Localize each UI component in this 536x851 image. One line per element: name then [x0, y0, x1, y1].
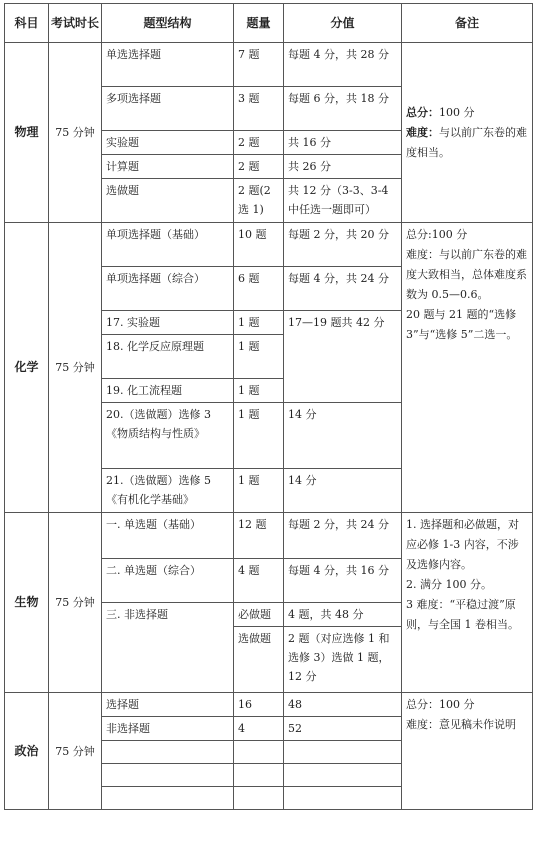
empty-cell [102, 764, 234, 787]
physics-type-2: 多项选择题 [102, 87, 234, 131]
header-count: 题量 [234, 4, 284, 43]
empty-cell [102, 787, 234, 810]
biology-count-2: 4 题 [234, 559, 284, 603]
biology-elective-label: 选做题 [234, 627, 284, 693]
biology-note-2: 2. 满分 100 分。 [406, 578, 492, 591]
politics-notes [402, 693, 533, 810]
biology-type-3: 三. 非选择题 [102, 603, 234, 693]
physics-score-2: 每题 6 分，共 18 分 [284, 87, 402, 131]
biology-required-label: 必做题 [234, 603, 284, 627]
politics-type-2: 非选择题 [102, 717, 234, 741]
empty-cell [234, 741, 284, 764]
chemistry-type-7: 21.（选做题）选修 5《有机化学基础》 [102, 469, 234, 513]
physics-score-5: 共 12 分（3-3、3-4 中任选一题即可） [284, 179, 402, 223]
biology-count-1: 12 题 [234, 513, 284, 559]
chemistry-score-2: 每题 4 分，共 24 分 [284, 267, 402, 311]
biology-row-1 [5, 513, 533, 559]
chemistry-type-3: 17. 实验题 [102, 311, 234, 335]
chemistry-count-7: 1 题 [234, 469, 284, 513]
physics-count-5: 2 题(2 选 1) [234, 179, 284, 223]
header-structure: 题型结构 [102, 4, 234, 43]
header-duration: 考试时长 [49, 4, 102, 43]
physics-score-3: 共 16 分 [284, 131, 402, 155]
chemistry-count-1: 10 题 [234, 223, 284, 267]
politics-note-2: 难度：意见稿未作说明 [406, 718, 516, 731]
politics-duration: 75 分钟 [49, 693, 102, 810]
chemistry-note-3: 20 题与 21 题的“选修 3”与“选修 5”二选一。 [406, 308, 518, 341]
biology-score-1: 每题 2 分，共 24 分 [284, 513, 402, 559]
chemistry-note-2: 难度：与以前广东卷的难度大致相当，总体难度系数为 0.5—0.6。 [406, 248, 527, 301]
chemistry-row-1 [5, 223, 533, 267]
politics-subject: 政治 [5, 693, 49, 810]
empty-cell [284, 764, 402, 787]
biology-score-2: 每题 4 分，共 16 分 [284, 559, 402, 603]
chemistry-count-4: 1 题 [234, 335, 284, 379]
physics-type-1: 单选选择题 [102, 43, 234, 87]
chemistry-type-5: 19. 化工流程题 [102, 379, 234, 403]
chemistry-notes [402, 223, 533, 513]
biology-type-2: 二. 单选题（综合） [102, 559, 234, 603]
physics-notes [402, 43, 533, 223]
header-subject: 科目 [5, 4, 49, 43]
chemistry-score-17-19: 17—19 题共 42 分 [284, 311, 402, 403]
chemistry-count-6: 1 题 [234, 403, 284, 469]
physics-type-4: 计算题 [102, 155, 234, 179]
chemistry-duration: 75 分钟 [49, 223, 102, 513]
physics-score-4: 共 26 分 [284, 155, 402, 179]
biology-type-1: 一. 单选题（基础） [102, 513, 234, 559]
biology-note-3: 3 难度：“平稳过渡”原则，与全国 1 卷相当。 [406, 598, 519, 631]
header-notes: 备注 [402, 4, 533, 43]
politics-type-1: 选择题 [102, 693, 234, 717]
biology-note-1: 1. 选择题和必做题，对应必修 1-3 内容，不涉及选修内容。 [406, 518, 519, 571]
chemistry-type-4: 18. 化学反应原理题 [102, 335, 234, 379]
chemistry-count-5: 1 题 [234, 379, 284, 403]
politics-note-1: 总分：100 分 [406, 698, 475, 711]
exam-structure-document [4, 3, 532, 847]
physics-count-3: 2 题 [234, 131, 284, 155]
header-row [5, 4, 533, 43]
politics-score-2: 52 [284, 717, 402, 741]
physics-duration: 75 分钟 [49, 43, 102, 223]
chemistry-count-3: 1 题 [234, 311, 284, 335]
politics-row-1 [5, 693, 533, 717]
chemistry-type-6: 20.（选做题）选修 3《物质结构与性质》 [102, 403, 234, 469]
empty-cell [284, 787, 402, 810]
physics-score-1: 每题 4 分，共 28 分 [284, 43, 402, 87]
biology-subject: 生物 [5, 513, 49, 693]
chemistry-count-2: 6 题 [234, 267, 284, 311]
empty-cell [234, 764, 284, 787]
physics-note-difficulty: 难度：与以前广东卷的难度相当。 [406, 125, 527, 159]
chemistry-type-1: 单项选择题（基础） [102, 223, 234, 267]
physics-note-total: 总分：100 分 [406, 105, 475, 119]
biology-notes [402, 513, 533, 693]
empty-cell [234, 787, 284, 810]
physics-row-1 [5, 43, 533, 87]
physics-type-5: 选做题 [102, 179, 234, 223]
chemistry-score-1: 每题 2 分，共 20 分 [284, 223, 402, 267]
physics-count-2: 3 题 [234, 87, 284, 131]
biology-elective-score: 2 题（对应选修 1 和选修 3）选做 1 题，12 分 [284, 627, 402, 693]
biology-duration: 75 分钟 [49, 513, 102, 693]
physics-count-4: 2 题 [234, 155, 284, 179]
exam-structure-table [4, 3, 533, 810]
physics-subject: 物理 [5, 43, 49, 223]
biology-required-score: 4 题，共 48 分 [284, 603, 402, 627]
empty-cell [102, 741, 234, 764]
physics-count-1: 7 题 [234, 43, 284, 87]
chemistry-note-1: 总分:100 分 [406, 228, 468, 241]
empty-cell [284, 741, 402, 764]
chemistry-subject: 化学 [5, 223, 49, 513]
physics-type-3: 实验题 [102, 131, 234, 155]
header-score: 分值 [284, 4, 402, 43]
chemistry-score-6: 14 分 [284, 403, 402, 469]
chemistry-score-7: 14 分 [284, 469, 402, 513]
politics-count-2: 4 [234, 717, 284, 741]
politics-count-1: 16 [234, 693, 284, 717]
chemistry-type-2: 单项选择题（综合） [102, 267, 234, 311]
politics-score-1: 48 [284, 693, 402, 717]
